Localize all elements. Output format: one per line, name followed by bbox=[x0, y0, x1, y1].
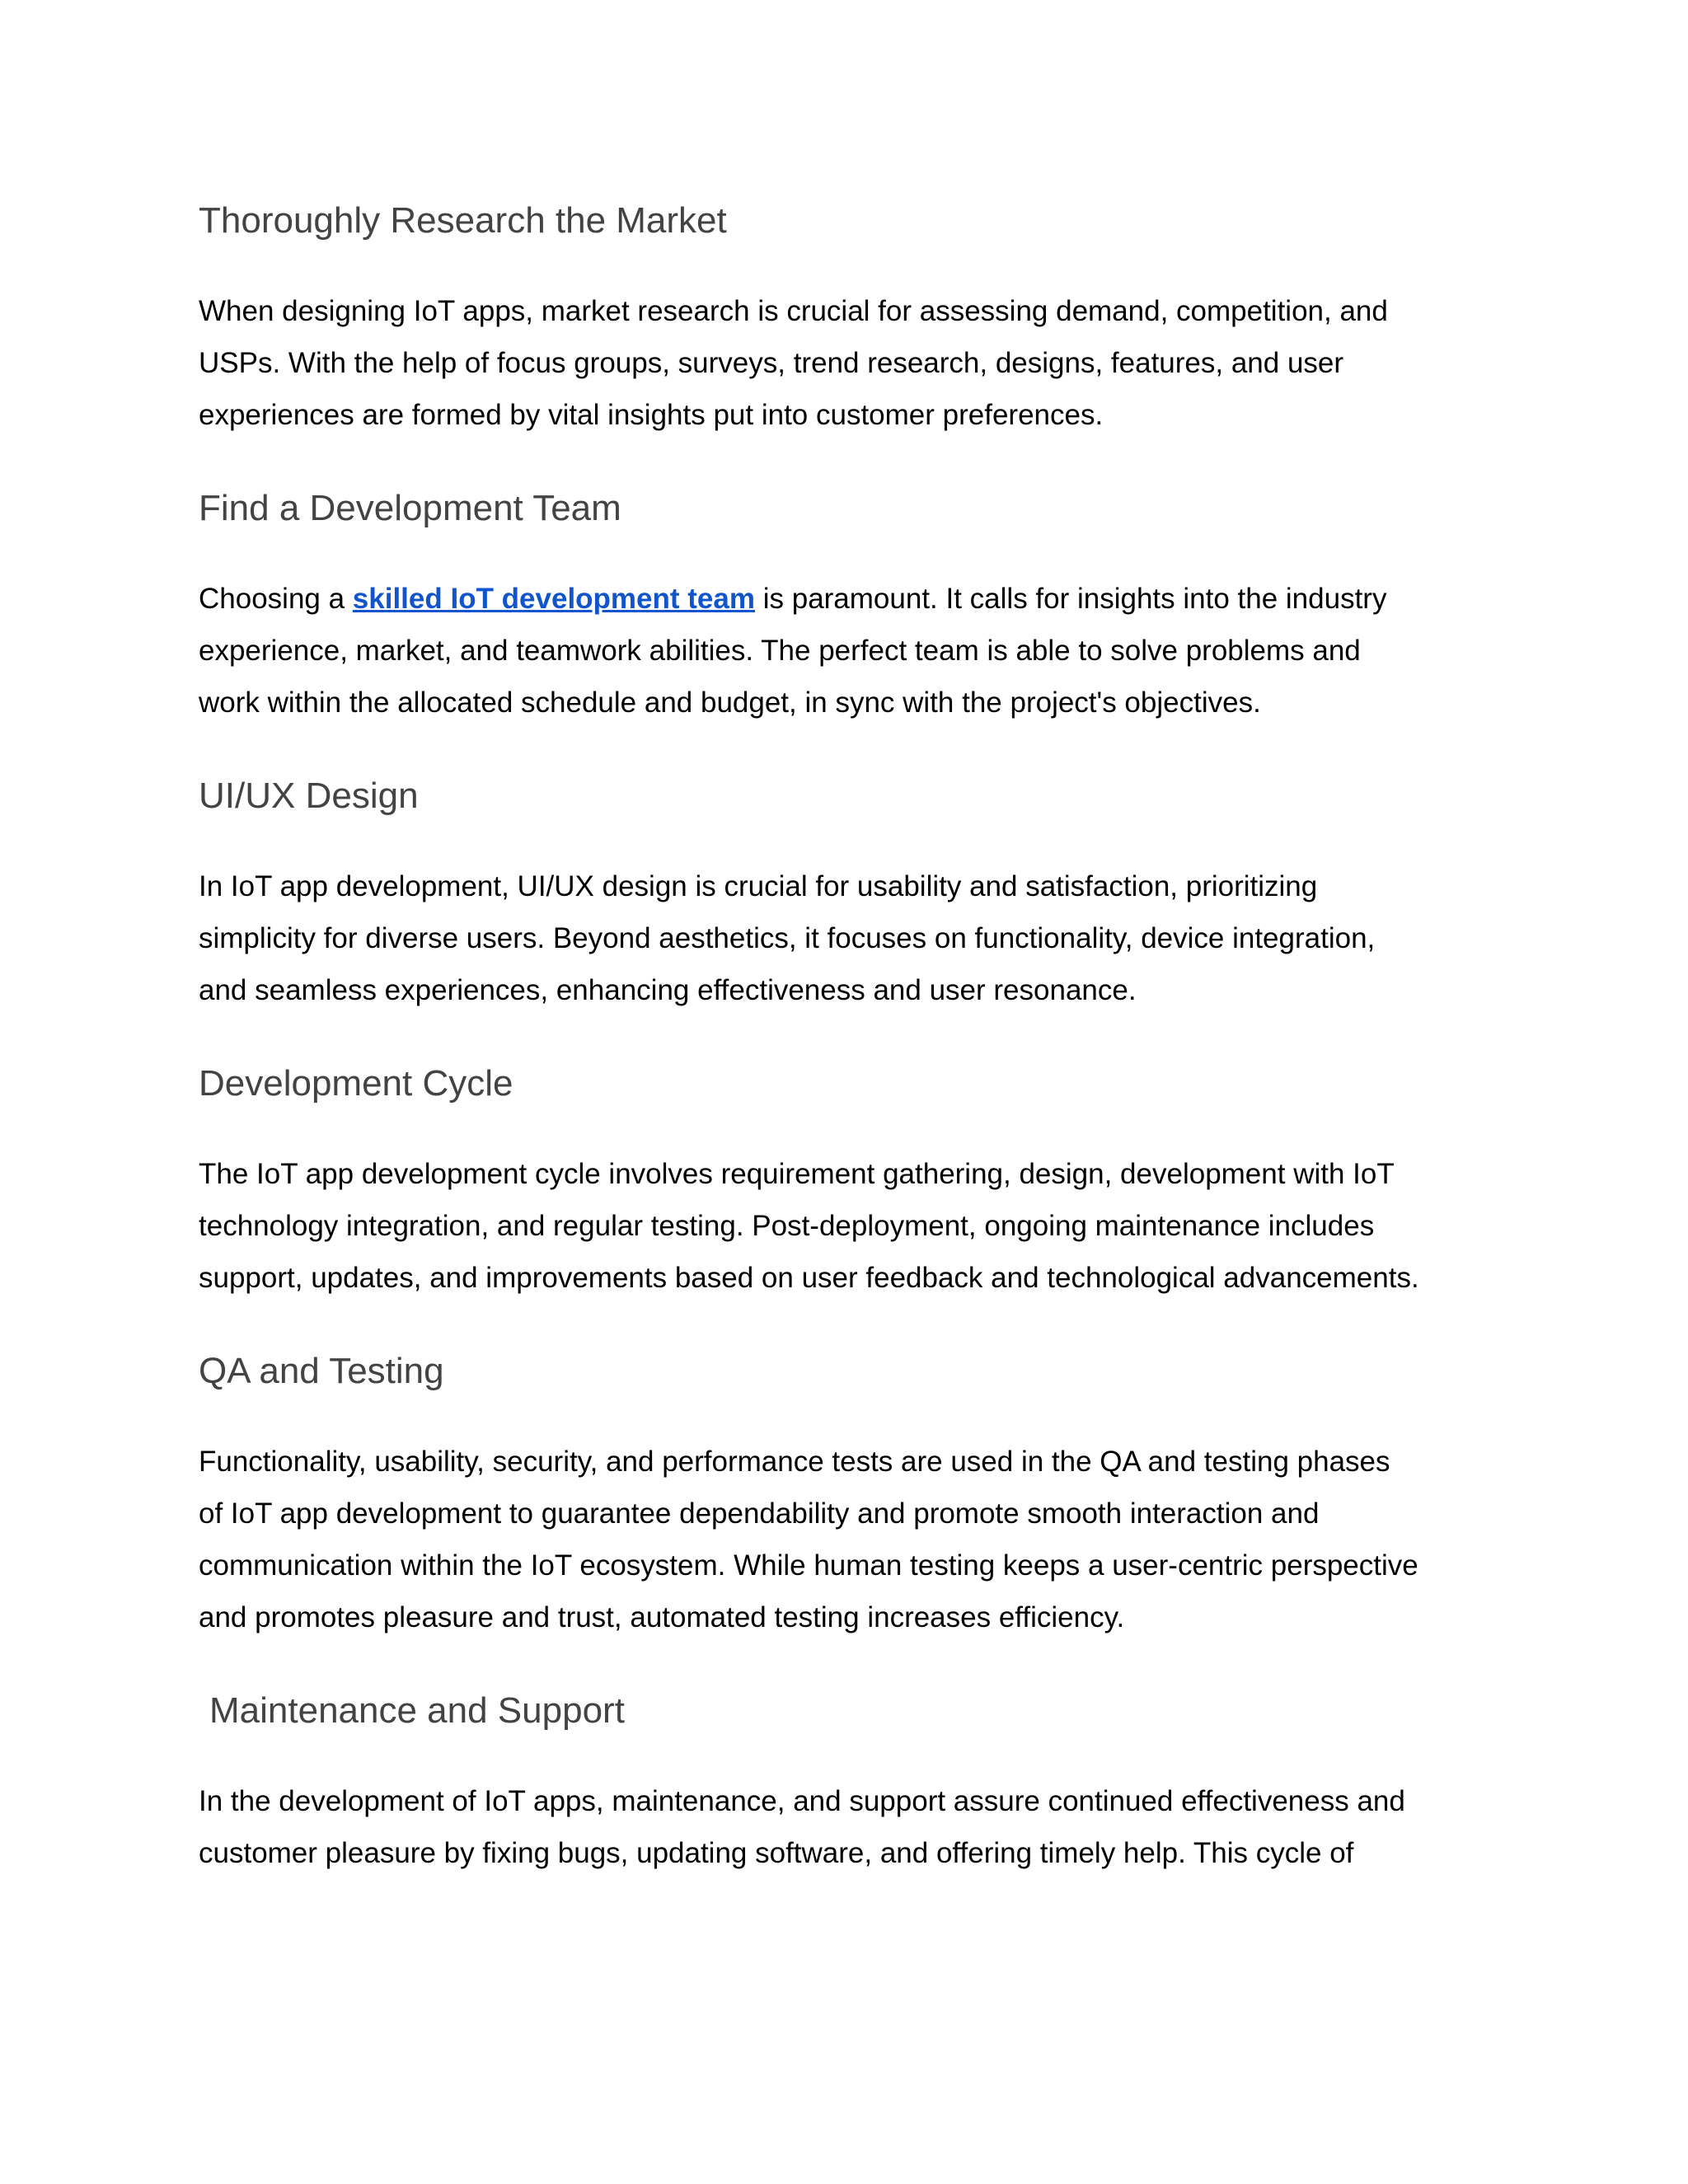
paragraph-line: experiences are formed by vital insights put into customer preferences. bbox=[199, 399, 1104, 431]
section-paragraph bbox=[199, 285, 1550, 441]
section-heading: Find a Development Team bbox=[199, 488, 621, 528]
section-market-research bbox=[199, 199, 1550, 441]
section-heading: Development Cycle bbox=[199, 1063, 513, 1104]
paragraph-line: support, updates, and improvements based on user feedback and technological advancements. bbox=[199, 1262, 1419, 1294]
section-development-cycle bbox=[199, 1062, 1550, 1304]
paragraph-text: Choosing a bbox=[199, 583, 353, 615]
paragraph-line: and seamless experiences, enhancing effectiveness and user resonance. bbox=[199, 974, 1137, 1006]
section-paragraph bbox=[199, 1436, 1550, 1643]
paragraph-line: of IoT app development to guarantee dependability and promote smooth interaction and bbox=[199, 1497, 1320, 1530]
section-paragraph bbox=[199, 573, 1550, 729]
paragraph-line: work within the allocated schedule and budget, in sync with the project's objectives. bbox=[199, 687, 1261, 719]
section-heading: QA and Testing bbox=[199, 1351, 444, 1391]
section-paragraph bbox=[199, 860, 1550, 1016]
skilled-iot-development-team-link[interactable]: skilled IoT development team bbox=[352, 583, 755, 615]
paragraph-line: Functionality, usability, security, and performance tests are used in the QA and testing phases bbox=[199, 1446, 1390, 1478]
section-maintenance-support bbox=[199, 1690, 1550, 1879]
section-ui-ux-design bbox=[199, 775, 1550, 1016]
paragraph-line: and promotes pleasure and trust, automated testing increases efficiency. bbox=[199, 1601, 1125, 1633]
section-qa-testing bbox=[199, 1350, 1550, 1643]
section-heading: Thoroughly Research the Market bbox=[199, 200, 727, 241]
paragraph-line: simplicity for diverse users. Beyond aesthetics, it focuses on functionality, device integration, bbox=[199, 922, 1376, 954]
paragraph-line bbox=[199, 573, 1550, 625]
section-heading: Maintenance and Support bbox=[209, 1690, 625, 1731]
section-development-team bbox=[199, 487, 1550, 729]
paragraph-line: technology integration, and regular testing. Post-deployment, ongoing maintenance includes bbox=[199, 1210, 1375, 1242]
section-paragraph bbox=[199, 1775, 1550, 1879]
paragraph-line: The IoT app development cycle involves requirement gathering, design, development with IoT bbox=[199, 1158, 1395, 1190]
section-heading: UI/UX Design bbox=[199, 776, 419, 816]
paragraph-text: is paramount. It calls for insights into the industry bbox=[755, 583, 1387, 615]
paragraph-line: In IoT app development, UI/UX design is crucial for usability and satisfaction, prioritizing bbox=[199, 870, 1318, 902]
paragraph-line: When designing IoT apps, market research is crucial for assessing demand, competition, and bbox=[199, 295, 1388, 327]
section-paragraph bbox=[199, 1148, 1550, 1304]
paragraph-line: customer pleasure by fixing bugs, updating software, and offering timely help. This cycle of bbox=[199, 1837, 1354, 1869]
paragraph-line: USPs. With the help of focus groups, surveys, trend research, designs, features, and user bbox=[199, 347, 1344, 379]
paragraph-line: experience, market, and teamwork abilities. The perfect team is able to solve problems and bbox=[199, 635, 1361, 667]
paragraph-line: communication within the IoT ecosystem. While human testing keeps a user-centric perspective bbox=[199, 1549, 1418, 1582]
paragraph-line: In the development of IoT apps, maintenance, and support assure continued effectiveness and bbox=[199, 1785, 1405, 1817]
